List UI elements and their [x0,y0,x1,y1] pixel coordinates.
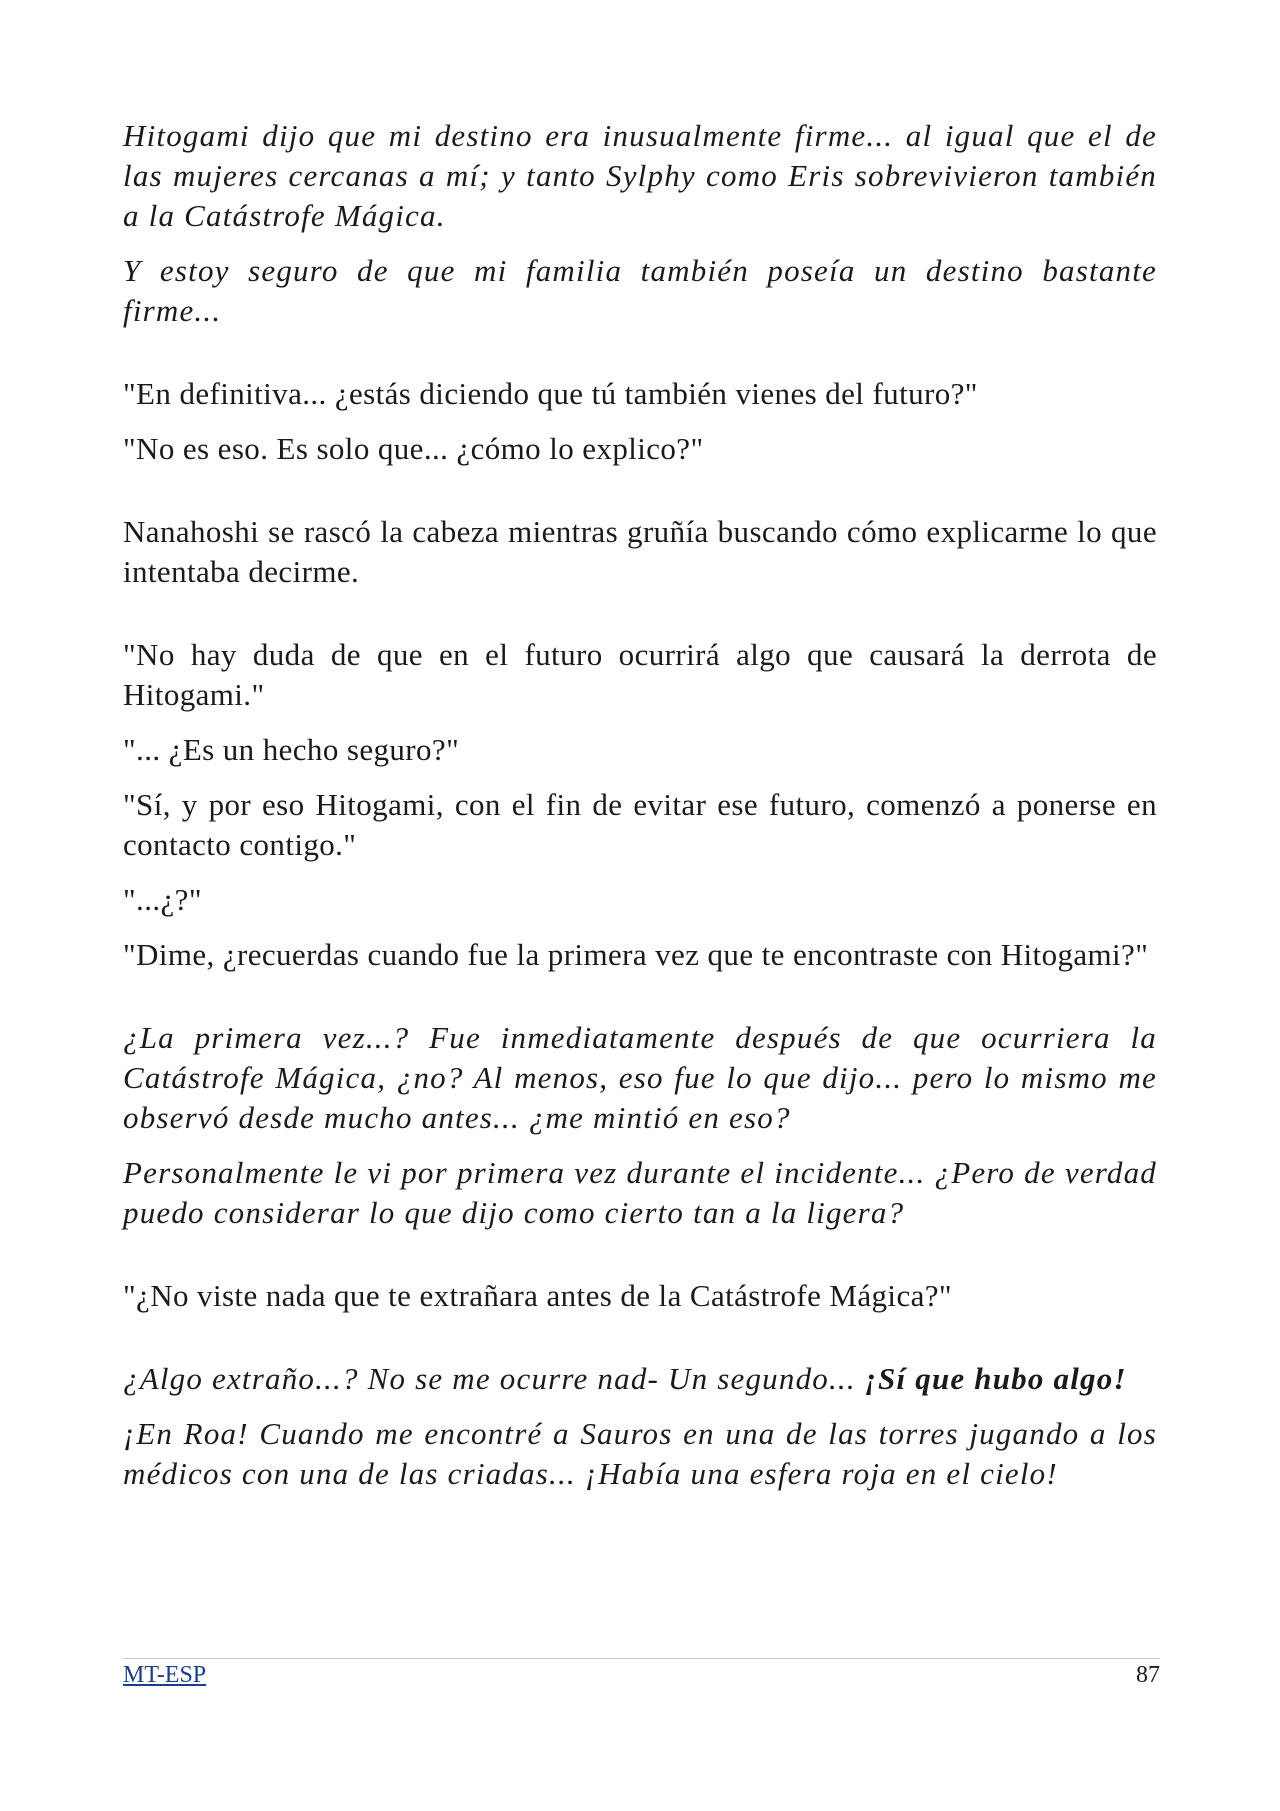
paragraph-15: ¡En Roa! Cuando me encontré a Sauros en una de las torres jugando a los médicos con una de las criadas... ¡Había una esfera roja en el cielo! [123,1416,1157,1491]
paragraph-14-emphasis: ¡Sí que hubo algo! [864,1361,1127,1396]
paragraph-10: "Dime, ¿recuerdas cuando fue la primera vez que te encontraste con Hitogami?" [123,937,1149,972]
paragraph-4: "No es eso. Es solo que... ¿cómo lo explico?" [123,431,704,466]
paragraph-2: Y estoy seguro de que mi familia también poseía un destino bastante firme... [123,253,1157,328]
paragraph-5: Nanahoshi se rascó la cabeza mientras gruñía buscando cómo explicarme lo que intentaba decirme. [123,514,1157,589]
page-body [123,116,1157,1494]
paragraph-8: "Sí, y por eso Hitogami, con el fin de evitar ese futuro, comenzó a ponerse en contacto contigo." [123,787,1157,862]
paragraph-6: "No hay duda de que en el futuro ocurrirá algo que causará la derrota de Hitogami." [123,637,1157,712]
footer-site-link[interactable]: MT-ESP [123,1662,207,1688]
paragraph-1: Hitogami dijo que mi destino era inusualmente firme... al igual que el de las mujeres cercanas a mí; y tanto Sylphy como Eris sobrevivieron también a la Catástrofe Mágica. [123,118,1157,233]
paragraph-14 [123,1359,1157,1399]
paragraph-12: Personalmente le vi por primera vez durante el incidente... ¿Pero de verdad puedo considerar lo que dijo como cierto tan a la ligera? [123,1155,1157,1230]
footer-divider [123,1658,1160,1659]
paragraph-13: "¿No viste nada que te extrañara antes de la Catástrofe Mágica?" [123,1278,952,1313]
paragraph-11: ¿La primera vez...? Fue inmediatamente después de que ocurriera la Catástrofe Mágica, ¿no? Al menos, eso fue lo que dijo... pero lo mismo me observó desde mucho antes... ¿me mintió en eso? [123,1020,1157,1135]
paragraph-3: "En definitiva... ¿estás diciendo que tú también vienes del futuro?" [123,376,978,411]
paragraph-9: "...¿?" [123,882,202,917]
paragraph-7: "... ¿Es un hecho seguro?" [123,732,460,767]
page-number: 87 [1136,1662,1160,1688]
paragraph-14-text: ¿Algo extraño...? No se me ocurre nad- Un segundo... [123,1361,865,1396]
